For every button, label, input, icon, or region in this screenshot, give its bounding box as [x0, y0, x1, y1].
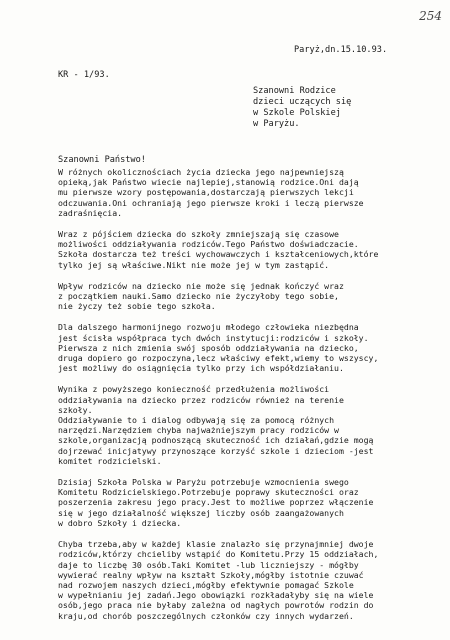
text-line: rodziców,którzy chcieliby wstąpić do Komitetu.Przy 15 oddziałach,: [58, 549, 379, 560]
text-line: Dzisiaj Szkoła Polska w Paryżu potrzebuje wzmocnienia swego: [58, 477, 349, 488]
recipient-line: w Paryżu.: [253, 119, 300, 129]
text-line: komitet rodzicielski.: [58, 455, 162, 466]
text-line: tylko jej są właściwe.Nikt nie może jej w tym zastąpić.: [58, 259, 330, 270]
text-line: nie życzy też sobie tego szkoła.: [58, 301, 216, 312]
text-line: dojrzewać inicjatywy przynoszące korzyść szkole i dzieciom -jest: [58, 445, 374, 456]
body-paragraph: [58, 229, 428, 270]
text-line: Oddziaływanie to i dialog odbywają się za pomocą różnych: [58, 415, 335, 426]
text-line: w wypełnianiu jej zadań.Jego obowiązki rozkładałyby się na wiele: [58, 590, 374, 601]
text-line: W różnych okolicznościach życia dziecka jego najpewniejszą: [58, 167, 344, 177]
text-line: kraju,od chorób poszczególnych członków czy innych wydarzeń.: [58, 610, 354, 621]
body-paragraph: [58, 477, 428, 528]
text-line: jest ścisła współpraca tych dwóch instytucji:rodziców i szkoły.: [58, 332, 369, 343]
handwritten-page-number: 254: [419, 9, 442, 23]
text-line: szkoły.: [58, 404, 93, 415]
salutation: Szanowni Państwo!: [58, 155, 146, 165]
text-line: Pierwsza z nich zmienia swój sposób oddziaływania na dziecko,: [58, 342, 359, 353]
date-line: Paryż,dn.15.10.93.: [294, 45, 388, 55]
recipient-line: Szanowni Rodzice: [253, 86, 336, 96]
text-line: z początkiem nauki.Samo dziecko nie życzyłoby tego sobie,: [58, 291, 339, 302]
text-line: nad rozwojem naszych dzieci,mógłby efektywnie pomagać Szkole: [58, 579, 354, 590]
text-line: odczuwania.Oni ochraniają jego pierwsze kroki i leczą pierwsze: [58, 197, 364, 208]
text-line: daje to liczbę 30 osób.Taki Komitet -lub liczniejszy - mógłby: [58, 559, 359, 570]
text-line: Wpływ rodziców na dziecko nie może się jednak kończyć wraz: [58, 280, 344, 291]
text-line: opieką,jak Państwo wiecie najlepiej,stanowią rodzice.Oni dają: [58, 177, 359, 188]
text-line: narzędzi.Narzędziem chyba najważniejszym pracy rodziców w: [58, 425, 339, 436]
recipient-line: w Szkole Polskiej: [253, 108, 341, 118]
body-paragraph: [58, 539, 428, 621]
text-line: Wraz z pójściem dziecka do szkoły zmniejszają się czasowe: [58, 229, 339, 240]
text-line: poszerzenia zakresu jego pracy.Jest to możliwe poprzez włączenie: [58, 497, 374, 508]
recipient-line: dzieci uczących się: [253, 97, 352, 107]
text-line: Dla dalszego harmonijnego rozwoju młodego człowieka niezbędna: [58, 322, 359, 333]
reference-number: KR - 1/93.: [58, 70, 110, 80]
text-line: Chyba trzeba,aby w każdej klasie znalazło się przynajmniej dwoje: [58, 539, 374, 550]
text-line: oddziaływania na dziecko przez rodziców również na terenie: [58, 394, 344, 405]
text-line: osób,jego praca nie byłaby zależna od nagłych powrotów rodzin do: [58, 600, 374, 611]
text-line: szkole,organizacją podnoszącą skuteczność ich działań,gdzie mogą: [58, 435, 374, 446]
recipient-block: [253, 86, 351, 130]
text-line: możliwości oddziaływania rodziców.Tego Państwo doświadczacie.: [58, 239, 359, 250]
letter-body: [58, 167, 428, 621]
text-line: Wynika z powyższego konieczność przedłużenia możliwości: [58, 384, 330, 395]
text-line: mu pierwsze wzory postępowania,dostarczają pierwszych lekcji: [58, 187, 354, 198]
text-line: druga dopiero go rozpoczyna,lecz właściwy efekt,wiemy to wszyscy,: [58, 353, 379, 364]
text-line: się w jego działalność większej liczby osób zaangażowanych: [58, 507, 344, 518]
body-paragraph: [58, 384, 428, 466]
text-line: w dobro Szkoły i dziecka.: [58, 517, 182, 528]
text-line: Szkoła dostarcza też treści wychowawczych i kształceniowych,które: [58, 249, 379, 260]
body-paragraph: [58, 322, 428, 373]
body-paragraph: [58, 281, 428, 312]
body-paragraph: [58, 167, 428, 218]
text-line: wywierać realny wpływ na kształt Szkoły,mógłby istotnie czuwać: [58, 569, 364, 580]
text-line: Komitetu Rodzicielskiego.Potrzebuje poprawy skuteczności oraz: [58, 487, 359, 498]
text-line: jest możliwy do osiągnięcia tylko przy ich współdziałaniu.: [58, 363, 344, 374]
text-line: zadraśnięcia.: [58, 207, 123, 218]
